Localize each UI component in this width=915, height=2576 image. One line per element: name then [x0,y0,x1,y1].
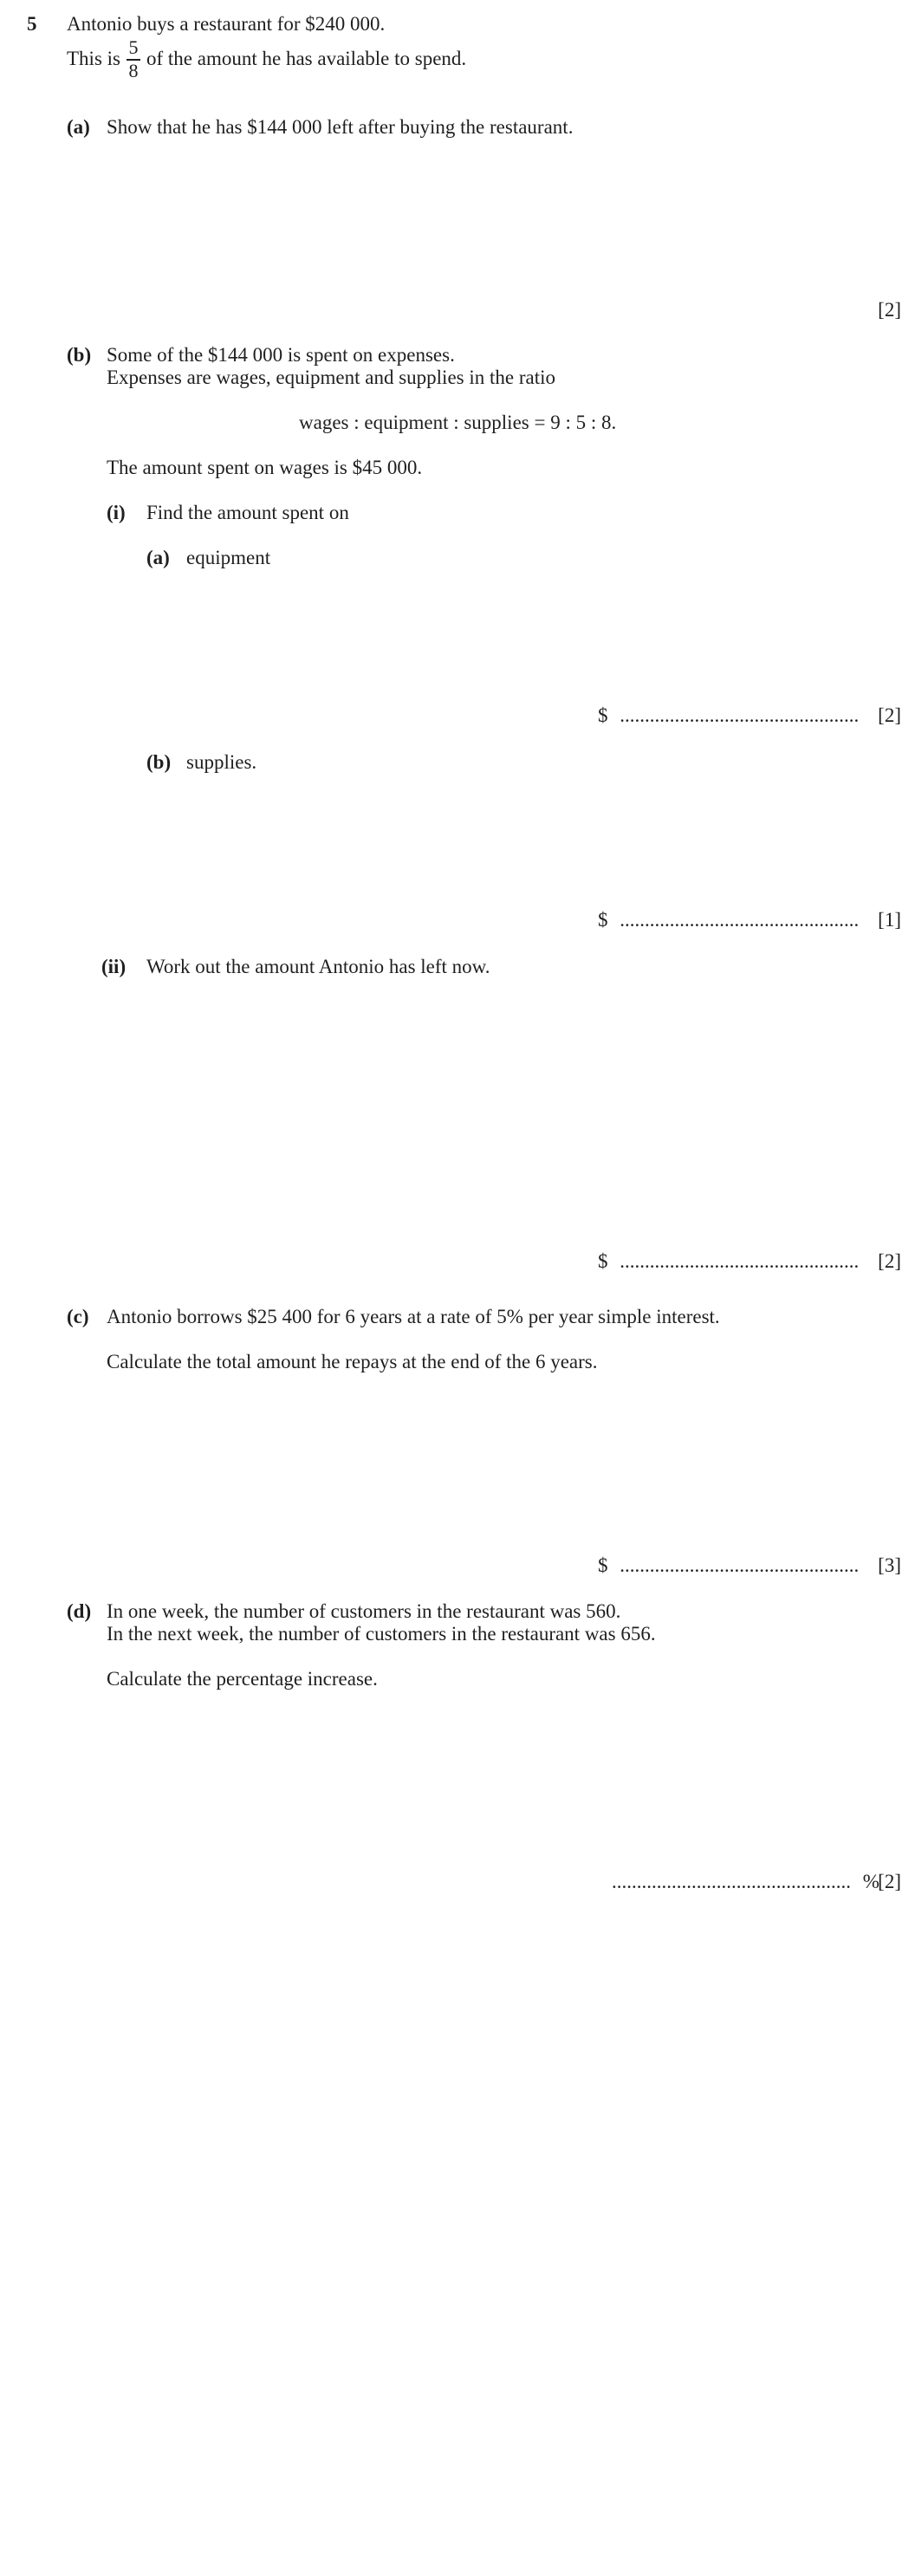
answer-dots: ................................................ [620,1250,860,1272]
part-b-ii-label: (ii) [101,956,127,977]
currency-symbol: $ [598,704,608,726]
part-c-line-1: Antonio borrows $25 400 for 6 years at a rate of 5% per year simple interest. [107,1306,720,1327]
part-b-i-b-text: supplies. [186,751,257,773]
percent-symbol: % [862,1871,879,1892]
wages-statement: The amount spent on wages is $45 000. [107,457,423,478]
part-b-i-b-marks: [1] [878,909,901,931]
answer-dots: ................................................ [620,909,860,931]
answer-line-b-i-b[interactable] [598,908,859,932]
intro-line-1: Antonio buys a restaurant for $240 000. [67,13,386,35]
answer-line-b-i-a[interactable] [598,704,859,728]
part-d-line-1: In one week, the number of customers in the restaurant was 560. [107,1600,621,1622]
currency-symbol: $ [598,1554,608,1576]
part-d-label: (d) [67,1600,92,1622]
part-b-label: (b) [67,344,92,366]
part-c-line-2: Calculate the total amount he repays at the end of the 6 years. [107,1351,598,1372]
fraction-denominator: 8 [128,60,139,81]
fraction-numerator: 5 [128,36,139,58]
answer-line-d[interactable] [612,1870,879,1894]
part-b-i-a-label: (a) [146,547,170,568]
part-b-i-a-text: equipment [186,547,271,568]
answer-dots: ................................................ [620,1554,860,1576]
ratio-statement: wages : equipment : supplies = 9 : 5 : 8. [299,412,617,433]
part-d-marks: [2] [878,1871,901,1892]
part-b-i-b-label: (b) [146,751,172,773]
part-b-ii-text: Work out the amount Antonio has left now. [146,956,490,977]
part-b-i-a-marks: [2] [878,704,901,726]
currency-symbol: $ [598,1250,608,1272]
part-c-label: (c) [67,1306,89,1327]
question-number: 5 [27,13,37,35]
answer-dots: ................................................ [612,1871,851,1892]
part-a-label: (a) [67,116,90,138]
part-a-text: Show that he has $144 000 left after buying the restaurant. [107,116,574,138]
part-b-line-2: Expenses are wages, equipment and supplies in the ratio [107,367,555,388]
part-d-line-3: Calculate the percentage increase. [107,1668,378,1690]
answer-line-b-ii[interactable] [598,1249,859,1274]
intro-line-2-after: of the amount he has available to spend. [146,48,467,69]
part-a-marks: [2] [878,299,901,321]
part-d-line-2: In the next week, the number of customers in the restaurant was 656. [107,1623,656,1645]
part-b-i-text: Find the amount spent on [146,502,349,523]
answer-dots: ................................................ [620,704,860,726]
part-b-line-1: Some of the $144 000 is spent on expenses. [107,344,455,366]
intro-line-2-before: This is [67,48,120,69]
part-b-ii-marks: [2] [878,1250,901,1272]
part-c-marks: [3] [878,1554,901,1576]
answer-line-c[interactable] [598,1554,859,1578]
part-b-i-label: (i) [107,502,126,523]
currency-symbol: $ [598,909,608,931]
